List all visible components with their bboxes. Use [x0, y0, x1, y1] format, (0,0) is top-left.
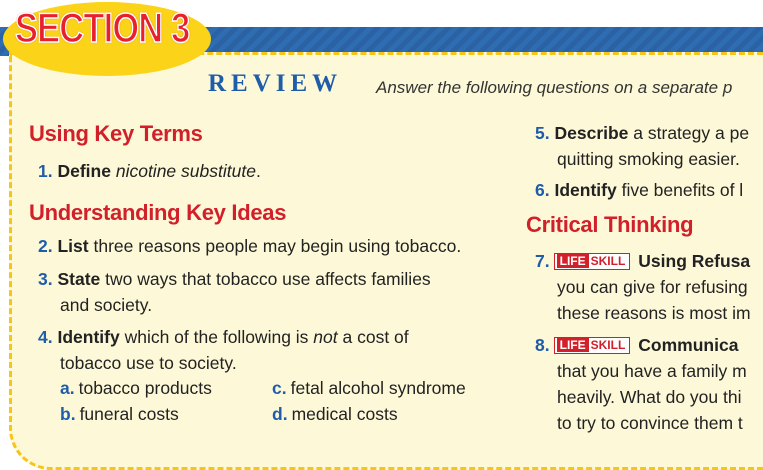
question-7-line3: these reasons is most im [557, 303, 751, 323]
option-a [60, 378, 212, 399]
question-4 [38, 324, 409, 350]
life-skill-skill: SKILL [590, 338, 626, 352]
life-skill-badge [554, 337, 631, 354]
life-skill-skill: SKILL [590, 254, 626, 268]
question-verb: Identify [554, 180, 617, 200]
question-8-line4: to try to convince them t [557, 413, 743, 433]
option-text: medical costs [291, 404, 398, 424]
skill-title: Using Refusa [638, 251, 751, 271]
question-term: nicotine substitute [115, 161, 256, 181]
heading-using-key-terms: Using Key Terms [29, 121, 203, 146]
review-title: REVIEW [208, 70, 343, 97]
question-text: five benefits of l [616, 180, 744, 200]
question-7 [535, 248, 750, 274]
question-8 [535, 332, 738, 358]
question-text: a strategy a pe [628, 123, 750, 143]
question-2 [38, 233, 461, 259]
question-6 [535, 177, 743, 203]
option-letter: c. [272, 378, 287, 398]
heading-critical-thinking: Critical Thinking [526, 212, 694, 237]
question-number: 3. [38, 269, 53, 289]
review-instructions: Answer the following questions on a separate p [376, 78, 733, 97]
question-5 [535, 120, 749, 146]
section-badge-text: SECTION 3 [15, 4, 190, 51]
question-verb: State [57, 269, 101, 289]
life-skill-life: LIFE [557, 254, 589, 268]
question-verb: Define [57, 161, 111, 181]
question-text: three reasons people may begin using tobacco. [88, 236, 462, 256]
question-text: which of the following is [119, 327, 314, 347]
option-text: funeral costs [79, 404, 179, 424]
option-d [272, 404, 398, 425]
option-c [272, 378, 466, 399]
question-1 [38, 158, 261, 184]
question-7-line2: you can give for refusing [557, 277, 748, 297]
question-number: 7. [535, 251, 550, 271]
option-letter: b. [60, 404, 76, 424]
question-4-line2: tobacco use to society. [60, 353, 237, 373]
life-skill-badge [554, 253, 631, 270]
question-8-line3: heavily. What do you thi [557, 387, 742, 407]
option-text: fetal alcohol syndrome [290, 378, 466, 398]
question-number: 5. [535, 123, 550, 143]
question-text: two ways that tobacco use affects families [100, 269, 431, 289]
option-letter: a. [60, 378, 75, 398]
life-skill-life: LIFE [557, 338, 589, 352]
question-number: 6. [535, 180, 550, 200]
option-b [60, 404, 179, 425]
question-end: . [255, 161, 261, 181]
question-verb: Identify [57, 327, 120, 347]
question-number: 1. [38, 161, 53, 181]
question-8-line2: that you have a family m [557, 361, 747, 381]
question-emphasis: not [313, 327, 338, 347]
question-3 [38, 266, 431, 292]
question-5-line2: quitting smoking easier. [557, 149, 740, 169]
question-number: 8. [535, 335, 550, 355]
question-text: a cost of [337, 327, 409, 347]
heading-understanding-key-ideas: Understanding Key Ideas [29, 200, 287, 225]
question-3-line2: and society. [60, 295, 153, 315]
section-badge [3, 2, 211, 76]
question-verb: Describe [554, 123, 629, 143]
question-number: 2. [38, 236, 53, 256]
option-letter: d. [272, 404, 288, 424]
question-number: 4. [38, 327, 53, 347]
option-text: tobacco products [78, 378, 212, 398]
question-verb: List [57, 236, 89, 256]
skill-title: Communica [638, 335, 739, 355]
